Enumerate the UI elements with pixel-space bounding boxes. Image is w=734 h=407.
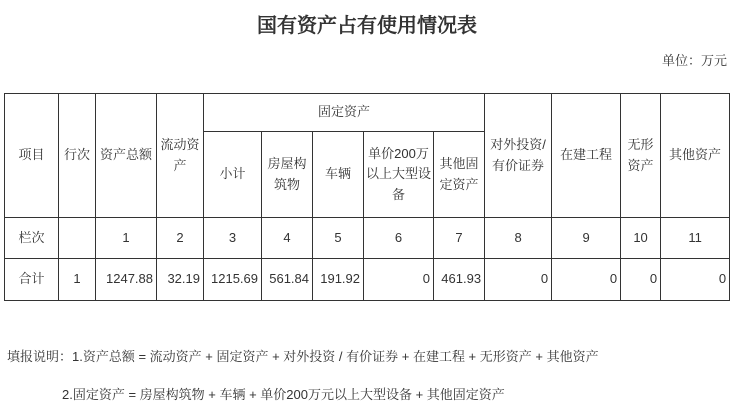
column-index-3: 3	[204, 218, 262, 259]
index-row-empty-cell	[59, 218, 96, 259]
unit-label: 单位：万元	[661, 53, 727, 68]
total-row	[5, 259, 730, 301]
column-index-row	[5, 218, 730, 259]
external-investment-value: 0	[485, 259, 552, 301]
index-row-label: 栏次	[5, 218, 59, 259]
column-index-8: 8	[485, 218, 552, 259]
header-total-assets: 资产总额	[96, 94, 157, 218]
header-current-assets: 流动资产	[157, 94, 204, 218]
header-external-investment: 对外投资/有价证券	[485, 94, 552, 218]
note-line-1: 填报说明：1.资产总额 = 流动资产 + 固定资产 + 对外投资 / 有价证券 + 在建工程 + 无形资产 + 其他资产	[7, 349, 599, 364]
header-fixed-subtotal: 小计	[204, 132, 262, 218]
total-assets-value: 1247.88	[96, 259, 157, 301]
header-other-assets: 其他资产	[661, 94, 730, 218]
column-index-11: 11	[661, 218, 730, 259]
intangible-value: 0	[621, 259, 661, 301]
column-index-5: 5	[313, 218, 364, 259]
filing-notes	[7, 349, 734, 403]
total-row-no: 1	[59, 259, 96, 301]
column-index-9: 9	[552, 218, 621, 259]
vehicles-value: 191.92	[313, 259, 364, 301]
column-index-7: 7	[434, 218, 485, 259]
note-line-2: 2.固定资产 = 房屋构筑物 + 车辆 + 单价200万元以上大型设备 + 其他固定资产	[62, 387, 505, 402]
header-fixed-large-equipment: 单价200万以上大型设备	[364, 132, 434, 218]
current-assets-value: 32.19	[157, 259, 204, 301]
header-fixed-other: 其他固定资产	[434, 132, 485, 218]
other-fixed-value: 461.93	[434, 259, 485, 301]
other-assets-value: 0	[661, 259, 730, 301]
large-equipment-value: 0	[364, 259, 434, 301]
header-intangible-assets: 无形资产	[621, 94, 661, 218]
header-fixed-buildings: 房屋构筑物	[262, 132, 313, 218]
total-row-label: 合计	[5, 259, 59, 301]
page-title: 国有资产占有使用情况表	[257, 15, 477, 37]
column-index-4: 4	[262, 218, 313, 259]
construction-value: 0	[552, 259, 621, 301]
header-fixed-vehicles: 车辆	[313, 132, 364, 218]
header-row-no: 行次	[59, 94, 96, 218]
header-item: 项目	[5, 94, 59, 218]
header-construction-in-progress: 在建工程	[552, 94, 621, 218]
header-fixed-assets-group: 固定资产	[204, 94, 485, 132]
column-index-2: 2	[157, 218, 204, 259]
buildings-value: 561.84	[262, 259, 313, 301]
column-index-6: 6	[364, 218, 434, 259]
fixed-subtotal-value: 1215.69	[204, 259, 262, 301]
asset-usage-table	[4, 93, 730, 301]
column-index-1: 1	[96, 218, 157, 259]
column-index-10: 10	[621, 218, 661, 259]
